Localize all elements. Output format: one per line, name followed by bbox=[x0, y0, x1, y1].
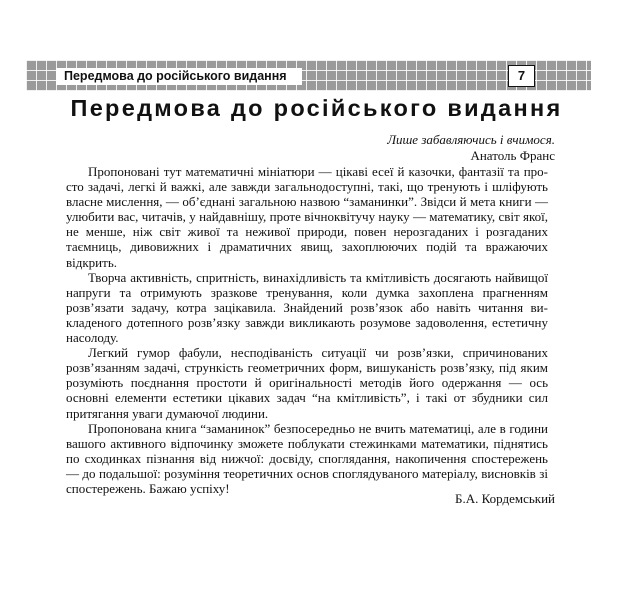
paragraph-1: Пропоновані тут математичні мініатюри — цікаві есеї й казочки, фантазії та просто задачі, легкі й важкі, але завжди загальнодоступні, такі, що тренують і шліфують власне мислення, — об’єднані загальною назвою “заманинки”. Звідси й мета книги — улюбити вас, читачів, у найдавнішу, проте вічноквітучу науку — математику, світ якої, не менше, ніж світ живої та неживої природи, повен нерозгаданих і розгаданих таємниць, дивовижних і драматичних явищ, захоплюючих подій та вражаючих відкрить. bbox=[66, 164, 548, 270]
body-text bbox=[66, 164, 548, 496]
paragraph-4: Пропонована книга “заманинок” безпосередньо не вчить математиці, але в години вашого активного відпочинку зможете поблукати стежинками математики, піднятись по сходинках пізнання від нижчої: досвіду, споглядання, накопичення спостережень — до подальшої: розуміння теоретичних основ споглядуваного матеріалу, висновків зі спостережень. Бажаю успіху! bbox=[66, 420, 548, 496]
running-title-text: Передмова до російського видання bbox=[64, 69, 287, 83]
epigraph bbox=[387, 132, 555, 164]
paragraph-2: Творча активність, спритність, винахідливість та кмітливість досягають найвищої напруги та отримують зразкове тренування, коли думка захоплена прагненням розв’язати задачу, котра зацікавила. Знайдений розв’язок або навіть читання викладеного дотепного розв’язку завжди викликають розумове задоволення, естетичну насолоду. bbox=[66, 269, 548, 346]
running-title bbox=[56, 68, 302, 85]
epigraph-quote: Лише забавляючись і вчимося. bbox=[387, 132, 555, 147]
page-number: 7 bbox=[508, 65, 535, 87]
page-title: Передмова до російського видання bbox=[70, 95, 563, 121]
signature: Б.А. Кордемський bbox=[455, 491, 555, 506]
paragraph-3: Легкий гумор фабули, несподіваність ситуації чи розв’язки, спричинованих розв’язанням задачі, стрункість геометричних форм, вишуканість розв’язку, під яким розуміють поєднання простоти й оригінальності методів його одержання — ось основні елементи естетики цікавих задач “на кмітливість”, і такі от збудники сил притягання уваги думаючої людини. bbox=[66, 345, 548, 421]
epigraph-author: Анатоль Франс bbox=[470, 148, 555, 163]
